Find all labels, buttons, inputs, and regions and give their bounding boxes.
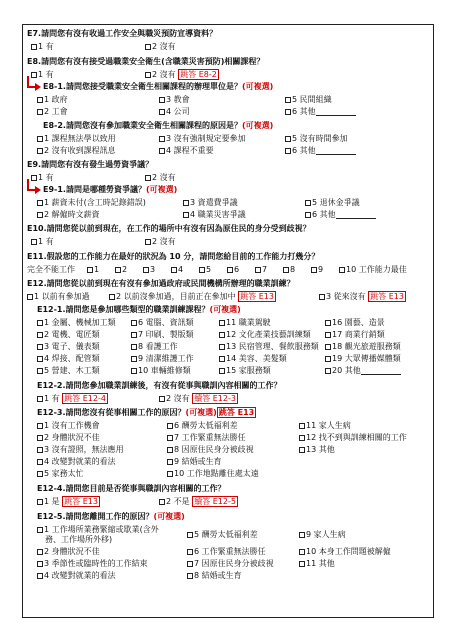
checkbox[interactable] — [37, 561, 43, 567]
checkbox[interactable] — [37, 573, 43, 579]
option-label: 3 沒有證照，無法應用 — [44, 445, 124, 454]
scale-0[interactable]: 1 — [87, 265, 99, 275]
option-e9-1[interactable]: 1 有 — [31, 173, 54, 183]
skip-instruction: 跳答 E8-2 — [180, 70, 217, 79]
checkbox[interactable] — [131, 332, 137, 338]
e12-1-option[interactable] — [37, 366, 100, 376]
option-label: 20 其他 — [332, 366, 361, 375]
checkbox[interactable] — [299, 561, 305, 567]
option-e12-1[interactable]: 1 以前有參加過 — [27, 292, 90, 302]
option-e12-5-1[interactable]: 1 工作場所業務緊縮或歇業(含外 — [37, 525, 159, 535]
checkbox[interactable] — [187, 573, 193, 579]
option-label: 4 焊接、配管類 — [44, 354, 100, 363]
question-e8: E8.請問您有沒有接受過職業安全衛生(含職業災害預防)相關課程？ — [27, 57, 265, 66]
option-label: 10 工作地點離住處太遠 — [174, 469, 259, 478]
option-e9-2[interactable]: 2 沒有 — [145, 173, 176, 183]
option-label: 6 電腦、資訊類 — [138, 318, 194, 327]
option-label: 13 民宿管理、餐飲服務類 — [226, 342, 319, 351]
option-label: 5 營建、木工類 — [44, 366, 100, 375]
checkbox[interactable] — [37, 368, 43, 374]
option-e8-2-6[interactable]: 6 其他 — [285, 146, 356, 156]
option-e12-2-1[interactable]: 1 有 跳答 E12-4 — [37, 394, 108, 404]
option-label: 6 工作緊重無法勝任 — [194, 547, 266, 556]
option-label: 8 看護工作 — [138, 342, 178, 351]
scale-4[interactable]: 4 — [171, 265, 183, 275]
option-label: 2 身體狀況不佳 — [44, 433, 100, 442]
option-e10-1[interactable]: 1 有 — [31, 237, 54, 247]
e12-1-option[interactable] — [219, 330, 311, 340]
question-e9-1: E9-1.請問是哪種勞資爭議？(可複選) — [43, 185, 178, 194]
option-label: 8 結婚或生育 — [194, 571, 242, 580]
option-e8-1-6[interactable]: 6 其他 — [285, 107, 356, 117]
checkbox[interactable] — [37, 459, 43, 465]
checkbox[interactable] — [167, 471, 173, 477]
option-label: 10 本身工作問題被解僱 — [306, 547, 391, 556]
option-label: 12 文化產業技藝訓練類 — [226, 330, 311, 339]
question-e12-2: E12-2.請問您參加職業訓練後，有沒有從事與職訓內容相關的工作？ — [37, 381, 282, 390]
option-e12-5-9[interactable]: 9 家人生病 — [299, 530, 346, 540]
option-label: 11 家人生病 — [306, 421, 351, 430]
question-e11: E11.假設您的工作能力在最好的狀況為 10 分，請問您給目前的工作能力打幾分？ — [27, 252, 320, 261]
question-e9: E9.請問您有沒有發生過勞資爭議？ — [27, 160, 154, 169]
question-e12: E12.請問您從以前到現在有沒有參加過政府或民間機構所辦理的職業訓練？ — [27, 279, 295, 288]
e12-1-option[interactable] — [325, 342, 401, 352]
checkbox[interactable] — [299, 549, 305, 555]
option-e9-1-3[interactable]: 3 資遣費爭議 — [183, 198, 238, 208]
e12-3-option[interactable] — [37, 457, 116, 467]
question-e8-2: E8-2.請問您沒有參加職業安全衛生相關課程的原因是？(可複選) — [43, 121, 274, 130]
scale-5[interactable]: 5 — [199, 265, 211, 275]
e12-1-option[interactable] — [37, 354, 100, 364]
option-label: 5 家務太忙 — [44, 469, 84, 478]
e12-3-option[interactable] — [167, 421, 238, 431]
option-e7-1[interactable]: 1 有 — [31, 42, 54, 52]
option-e9-1-1[interactable]: 1 薪資未付(含工時記錄錯誤) — [37, 198, 146, 208]
checkbox[interactable] — [219, 368, 225, 374]
checkbox[interactable] — [37, 423, 43, 429]
checkbox[interactable] — [37, 471, 43, 477]
e12-1-option[interactable] — [131, 366, 191, 376]
option-label: 14 美容、美髮類 — [226, 354, 287, 363]
option-label: 2 電機、電匠類 — [44, 330, 100, 339]
checkbox[interactable] — [325, 344, 331, 350]
checkbox[interactable] — [219, 320, 225, 326]
e12-1-option[interactable] — [325, 354, 401, 364]
option-e12-4-2[interactable]: 2 不是 續答 E12-5 — [159, 497, 238, 507]
checkbox[interactable] — [187, 549, 193, 555]
option-label: 11 職業駕駛 — [226, 318, 271, 327]
scale-3[interactable]: 3 — [143, 265, 155, 275]
scale-7[interactable]: 7 — [255, 265, 267, 275]
option-e8-1-5[interactable]: 5 民間組織 — [285, 95, 332, 105]
option-e9-1-4[interactable]: 4 職業災害爭議 — [183, 210, 246, 220]
e12-1-option[interactable] — [131, 330, 194, 340]
option-label: 9 清潔維護工作 — [138, 354, 194, 363]
checkbox[interactable] — [131, 320, 137, 326]
option-e9-1-2[interactable]: 2 解僱時文薪資 — [37, 210, 100, 220]
checkbox[interactable] — [131, 344, 137, 350]
e12-3-option[interactable] — [167, 457, 222, 467]
scale-8[interactable]: 8 — [283, 265, 295, 275]
e12-1-option[interactable] — [37, 330, 100, 340]
e12-1-option[interactable] — [219, 342, 319, 352]
e12-3-option[interactable] — [37, 421, 100, 431]
question-e12-5: E12-5.請問您離開工作的原因？(可複選) — [37, 512, 185, 521]
option-e10-2[interactable]: 2 沒有 — [145, 237, 176, 247]
checkbox[interactable] — [37, 356, 43, 362]
option-label: 15 家服務類 — [226, 366, 271, 375]
question-e12-4: E12-4.請問您目前是否從事與職訓內容相關的工作？ — [37, 484, 226, 493]
questionnaire-page — [22, 24, 434, 618]
checkbox[interactable] — [325, 368, 331, 374]
option-label: 11 其他 — [306, 559, 335, 568]
option-e7-2[interactable]: 2 沒有 — [145, 42, 176, 52]
option-e8-2-2[interactable]: 2 沒有收到課程訊息 — [37, 146, 116, 156]
e12-3-option[interactable] — [37, 469, 84, 479]
option-e8-1-2[interactable]: 2 工會 — [37, 107, 68, 117]
e12-1-option[interactable] — [37, 318, 116, 328]
scale-6[interactable]: 6 — [227, 265, 239, 275]
option-e8-2-4[interactable]: 4 課程不重要 — [159, 146, 214, 156]
e12-3-option[interactable] — [37, 433, 100, 443]
option-e8-1[interactable]: 1 有 — [31, 70, 54, 80]
e12-5-option[interactable] — [187, 571, 242, 581]
option-label: 6 酬勞太低福利差 — [174, 421, 238, 430]
checkbox[interactable] — [299, 435, 305, 441]
option-label: 1 金屬、機械加工類 — [44, 318, 116, 327]
checkbox[interactable] — [131, 368, 137, 374]
option-e12-2-2[interactable]: 2 沒有 續答 E12-3 — [159, 394, 238, 404]
option-e8-1-3[interactable]: 3 教會 — [159, 95, 190, 105]
e12-5-option[interactable] — [37, 547, 100, 557]
option-label: 3 季節性或臨時性的工作結束 — [44, 559, 148, 568]
checkbox[interactable] — [37, 549, 43, 555]
option-label: 2 身體狀況不佳 — [44, 547, 100, 556]
option-label: 19 大眾傳播媒體類 — [332, 354, 401, 363]
e12-1-option[interactable] — [325, 318, 385, 328]
checkbox[interactable] — [325, 356, 331, 362]
checkbox[interactable] — [187, 561, 193, 567]
scale-9[interactable]: 9 — [311, 265, 323, 275]
option-label: 7 因原住民身分被歧視 — [194, 559, 274, 568]
e12-1-option[interactable] — [219, 318, 271, 328]
scale-left-label: 完全不能工作 — [27, 265, 75, 274]
scale-2[interactable]: 2 — [115, 265, 127, 275]
e12-5-option[interactable] — [187, 559, 274, 569]
option-label: 3 電子、儀表類 — [44, 342, 100, 351]
option-e8-2-5[interactable]: 5 沒有時間參加 — [285, 134, 348, 144]
other-blank[interactable] — [361, 367, 401, 375]
checkbox[interactable] — [219, 356, 225, 362]
question-e10: E10.請問您從以前到現在，在工作的場所中有沒有因為原住民的身分受到歧視？ — [27, 224, 311, 233]
checkbox[interactable] — [219, 344, 225, 350]
option-label: 9 結婚或生育 — [174, 457, 222, 466]
checkbox[interactable] — [167, 435, 173, 441]
question-e8-1: E8-1.請問您接受職業安全衛生相關課程的辦理單位是？(可複選) — [43, 82, 274, 91]
option-label: 12 找不到與訓練相關的工作 — [306, 433, 407, 442]
e12-1-option[interactable] — [325, 330, 385, 340]
checkbox[interactable] — [325, 332, 331, 338]
scale-10[interactable]: 10 工作能力最佳 — [339, 265, 407, 275]
option-label: 18 觀光旅遊服務類 — [332, 342, 401, 351]
checkbox[interactable] — [219, 332, 225, 338]
e12-1-option[interactable] — [131, 354, 194, 364]
e12-1-option[interactable] — [325, 366, 401, 376]
checkbox[interactable] — [167, 447, 173, 453]
option-label: 7 工作緊重無法勝任 — [174, 433, 246, 442]
checkbox[interactable] — [37, 332, 43, 338]
option-e8-1-1[interactable]: 1 政府 — [37, 95, 68, 105]
option-e8-2[interactable]: 2 沒有 跳答 E8-2 — [145, 70, 219, 80]
e12-1-option[interactable] — [37, 342, 100, 352]
checkbox[interactable] — [299, 423, 305, 429]
checkbox[interactable] — [325, 320, 331, 326]
e12-5-option[interactable] — [299, 559, 335, 569]
e12-1-option[interactable] — [219, 354, 287, 364]
checkbox[interactable] — [37, 435, 43, 441]
option-e12-5-1-cont: 務、工作場所外移) — [45, 535, 113, 544]
e12-1-option[interactable] — [131, 318, 194, 328]
option-label: 4 改變對就業的看法 — [44, 571, 116, 580]
e12-3-option[interactable] — [167, 433, 246, 443]
option-label: 1 沒有工作機會 — [44, 421, 100, 430]
e12-3-option[interactable] — [299, 445, 335, 455]
option-label: 13 其他 — [306, 445, 335, 454]
option-e12-2[interactable]: 2 以前沒參加過，目前正在參加中 跳答 E13 — [109, 292, 276, 302]
option-label: 16 園藝、造景 — [332, 318, 385, 327]
e12-5-option[interactable] — [299, 547, 391, 557]
e12-1-option[interactable] — [131, 342, 178, 352]
option-e12-4-1[interactable]: 1 是 跳答 E13 — [37, 497, 100, 507]
option-label: 4 改變對就業的看法 — [44, 457, 116, 466]
e12-5-option[interactable] — [37, 571, 116, 581]
e12-1-option[interactable] — [219, 366, 271, 376]
checkbox[interactable] — [299, 447, 305, 453]
option-e12-5-5[interactable]: 5 酬勞太低福利差 — [187, 530, 258, 540]
e12-3-option[interactable] — [37, 445, 124, 455]
e12-3-option[interactable] — [167, 445, 254, 455]
checkbox[interactable] — [167, 423, 173, 429]
option-label: 10 車輛維修類 — [138, 366, 191, 375]
option-e8-2-3[interactable]: 3 沒有強制規定要參加 — [159, 134, 246, 144]
question-e12-1: E12-1.請問您是參加哪些類型的職業訓練課程？(可複選) — [37, 305, 241, 314]
checkbox[interactable] — [167, 459, 173, 465]
e12-5-option[interactable] — [187, 547, 266, 557]
option-label: 8 因原住民身分被歧視 — [174, 445, 254, 454]
e12-5-option[interactable] — [37, 559, 148, 569]
option-e12-3[interactable]: 3 從來沒有 跳答 E13 — [319, 292, 406, 302]
checkbox[interactable] — [37, 447, 43, 453]
option-e9-1-5[interactable]: 5 退休金爭議 — [305, 198, 360, 208]
question-e7: E7.請問您有沒有收過工作安全與職災預防宣導資料？ — [27, 29, 218, 38]
question-e12-3: E12-3.請問您沒有從事相關工作的原因？(可複選) 跳答 E13 — [37, 408, 255, 417]
checkbox[interactable] — [37, 344, 43, 350]
checkbox[interactable] — [37, 320, 43, 326]
option-e9-1-6[interactable]: 6 其他 — [305, 210, 376, 220]
option-label: 17 商業行銷類 — [332, 330, 385, 339]
e12-3-option[interactable] — [299, 433, 407, 443]
e12-3-option[interactable] — [167, 469, 259, 479]
e12-3-option[interactable] — [299, 421, 351, 431]
option-e8-1-4[interactable]: 4 公司 — [159, 107, 190, 117]
checkbox[interactable] — [131, 356, 137, 362]
option-label: 7 印刷、製版類 — [138, 330, 194, 339]
option-e8-2-1[interactable]: 1 課程無法學以致用 — [37, 134, 116, 144]
